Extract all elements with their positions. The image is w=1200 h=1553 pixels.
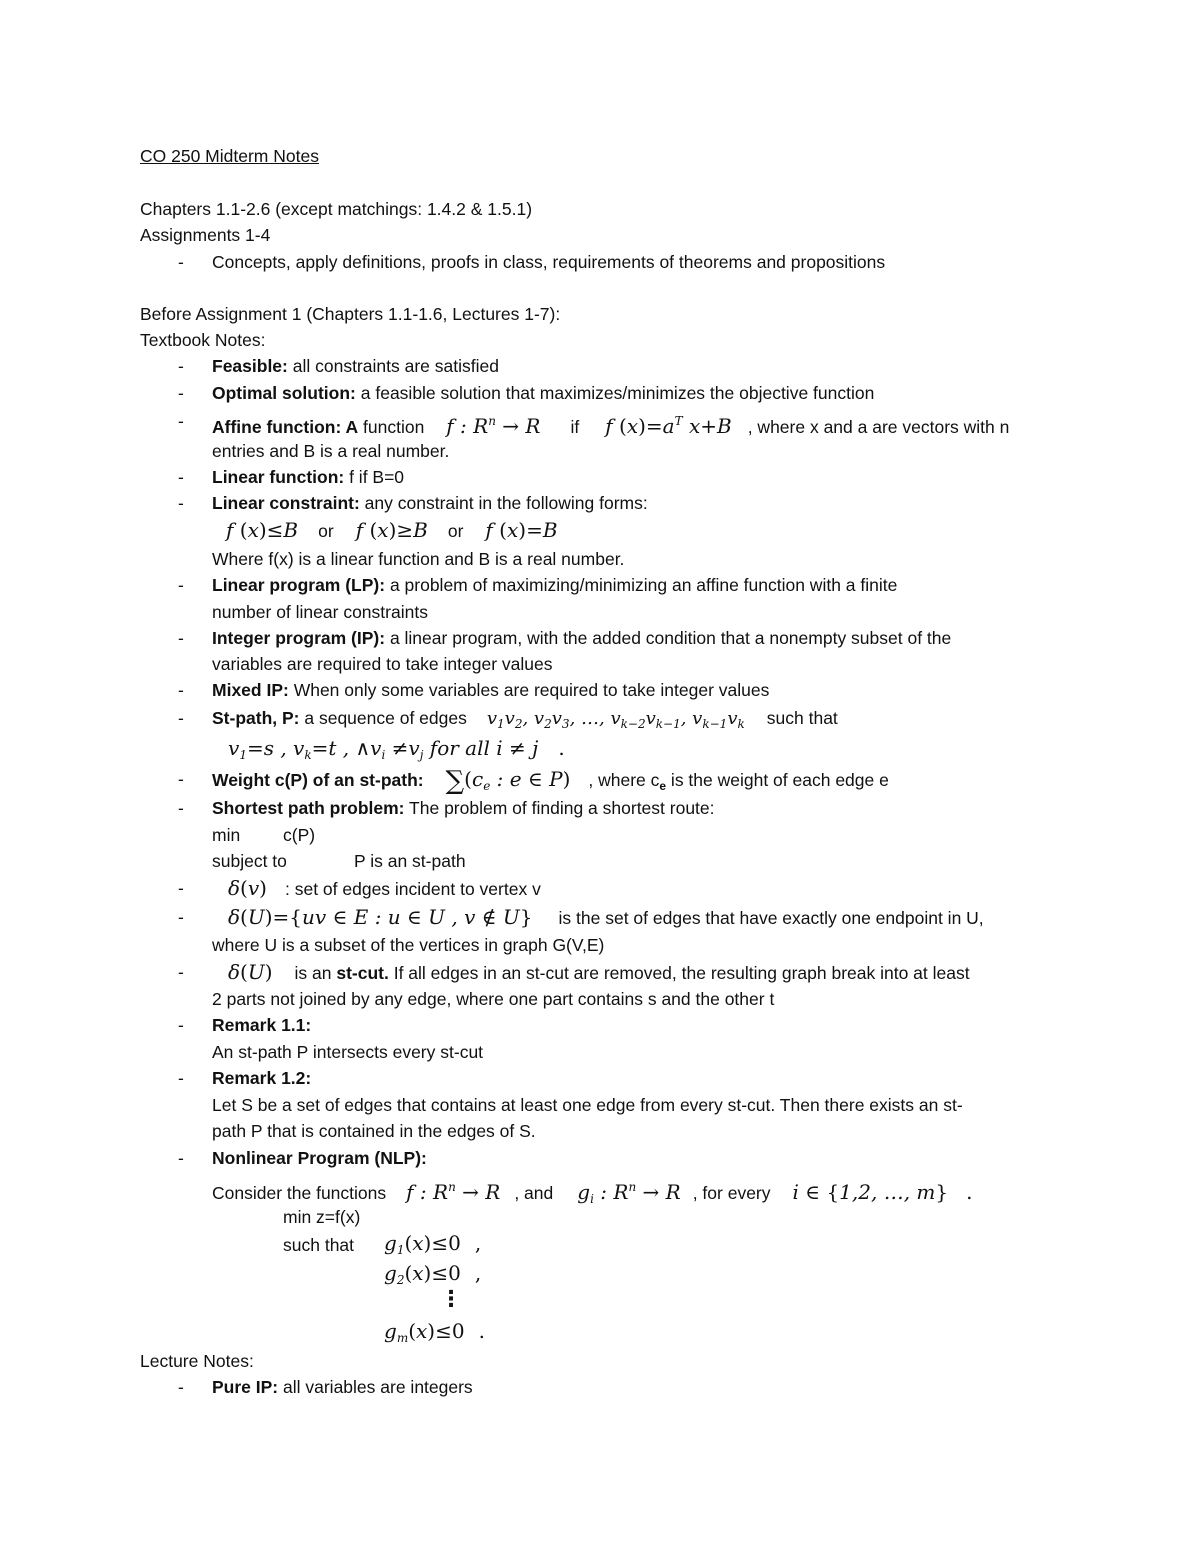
remark-1-2-text: Let S be a set of edges that contains at least one edge from every st-cut. Then there exists an st- xyxy=(212,1095,963,1115)
definition: f if B=0 xyxy=(344,467,405,487)
bullet-dash: - xyxy=(178,383,184,403)
section-heading: Before Assignment 1 (Chapters 1.1-1.6, Lectures 1-7): xyxy=(140,304,561,324)
chapters-line: Chapters 1.1-2.6 (except matchings: 1.4.2 & 1.5.1) xyxy=(140,199,533,219)
bullet-dash: - xyxy=(178,1015,184,1035)
definition: a sequence of edges xyxy=(299,708,467,728)
math-g-map: $g_i$ : $R^n \to R$ xyxy=(577,1180,681,1206)
lecture-notes-heading: Lecture Notes: xyxy=(140,1351,254,1371)
remark-1-1-title xyxy=(212,1014,311,1036)
definition: : set of edges incident to vertex v xyxy=(284,879,541,899)
nlp-min: min z=f(x) xyxy=(283,1207,361,1227)
math-leq: f (x)≤B xyxy=(226,518,299,542)
linear-function-item xyxy=(212,466,404,488)
term: Affine function: A xyxy=(212,417,359,437)
definition: all constraints are satisfied xyxy=(287,356,499,376)
weight-item xyxy=(212,768,889,797)
ip-item-cont: variables are required to take integer values xyxy=(212,654,553,674)
textbook-notes-heading: Textbook Notes: xyxy=(140,330,266,350)
and-text: , and xyxy=(514,1183,554,1203)
bullet-dash: - xyxy=(178,493,184,513)
nlp-such-that: such that xyxy=(283,1235,355,1255)
or-word: or xyxy=(447,521,464,541)
term: Optimal solution: xyxy=(212,383,356,403)
term: Feasible: xyxy=(212,356,288,376)
nlp-functions: Consider the functions f : $R^n \to R$ , and $g_i$ : $R^n \to R$ , for every i ∈ {1,2, …, m} . xyxy=(212,1180,973,1206)
st-path-item xyxy=(212,707,838,735)
bullet-dash: - xyxy=(178,467,184,487)
shortest-path-item xyxy=(212,797,715,819)
shortest-min: min xyxy=(212,825,241,845)
math-weight-sum: $\sum(c_e$ : e ∈ P) xyxy=(445,766,571,796)
affine-item xyxy=(212,410,1009,438)
term: st-cut. xyxy=(336,963,389,983)
feasible-item xyxy=(212,355,499,377)
bullet-dash: - xyxy=(178,962,184,982)
definition-cont: If all edges in an st-cut are removed, the resulting graph break into at least xyxy=(388,963,970,983)
bullet-dash: - xyxy=(178,356,184,376)
st-cut-item xyxy=(228,961,970,984)
definition: all variables are integers xyxy=(278,1377,473,1397)
term: Nonlinear Program (NLP): xyxy=(212,1148,427,1168)
term: Linear function: xyxy=(212,467,345,487)
term: St-path, P: xyxy=(212,708,300,728)
math-g2: $g_2(x)\le 0$ xyxy=(384,1261,461,1287)
pure-ip-item xyxy=(212,1376,473,1398)
definition: any constraint in the following forms: xyxy=(359,493,648,513)
consider-text: Consider the functions xyxy=(212,1183,387,1203)
ip-item xyxy=(212,627,951,649)
bullet-dash: - xyxy=(178,878,184,898)
delta-v-item xyxy=(228,877,541,900)
delta-u-item xyxy=(228,906,984,929)
bullet-dash: - xyxy=(178,628,184,648)
vdots: ⋮ xyxy=(440,1286,462,1311)
bullet-dash: - xyxy=(178,708,184,728)
definition: is an xyxy=(294,963,337,983)
math-affine-formula: f $(x)=a^T$ x+B xyxy=(605,414,732,438)
term: Shortest path problem: xyxy=(212,798,405,818)
nlp-constraint-2: $g_2(x)\le 0$ , xyxy=(384,1261,482,1287)
bullet-dash: - xyxy=(178,769,184,789)
for-every-text: , for every xyxy=(692,1183,771,1203)
bullet-dash: - xyxy=(178,575,184,595)
nlp-constraint-m: $g_m(x)\le 0$ . xyxy=(384,1319,485,1345)
math-edge-sequence: $v_1v_2$, $v_2v_3$, …, $v_{k-2}v_{k-1}$, $v_{k-1}v_k$ xyxy=(486,708,745,731)
bullet-dash: - xyxy=(178,1068,184,1088)
optimal-item xyxy=(212,382,874,404)
remark-1-2-cont: path P that is contained in the edges of S. xyxy=(212,1121,536,1141)
definition: is the set of edges that have exactly one endpoint in U, xyxy=(558,908,984,928)
term: Linear constraint: xyxy=(212,493,360,513)
term: Integer program (IP): xyxy=(212,628,386,648)
definition: When only some variables are required to take integer values xyxy=(288,680,770,700)
st-path-condition: $v_1=s$ , $v_k=t$ , $\wedge v_i \ne v_j$ for all i ≠ j . xyxy=(228,736,565,762)
mixed-ip-item xyxy=(212,679,769,701)
constraint-where: Where f(x) is a linear function and B is a real number. xyxy=(212,549,625,569)
definition: The problem of finding a shortest route: xyxy=(404,798,715,818)
affine-item-cont: entries and B is a real number. xyxy=(212,441,450,461)
term: Remark 1.2: xyxy=(212,1068,312,1088)
math-g1: $g_1(x)\le 0$ xyxy=(384,1231,461,1257)
definition-cont: is the weight of each edge e xyxy=(666,770,889,790)
math-geq: f (x)≥B xyxy=(355,518,428,542)
term: Remark 1.1: xyxy=(212,1015,312,1035)
assignments-line: Assignments 1-4 xyxy=(140,225,271,245)
math-index-set: i ∈ {1,2, …, m} xyxy=(792,1180,949,1204)
bullet-dash: - xyxy=(178,680,184,700)
math-f-map: f : $R^n \to R$ xyxy=(406,1180,501,1204)
bullet-dash: - xyxy=(178,907,184,927)
such-that-word: such that xyxy=(766,708,838,728)
math-eq: f (x)=B xyxy=(485,518,558,542)
subscript: e xyxy=(659,779,667,793)
page-title: CO 250 Midterm Notes xyxy=(140,146,319,166)
lp-item-cont: number of linear constraints xyxy=(212,602,428,622)
definition: a linear program, with the added condition that a nonempty subset of the xyxy=(385,628,952,648)
shortest-constraint: P is an st-path xyxy=(354,851,466,871)
bullet-dash: - xyxy=(178,411,184,431)
term: Pure IP: xyxy=(212,1377,279,1397)
remark-1-1-text: An st-path P intersects every st-cut xyxy=(212,1042,484,1062)
term: Linear program (LP): xyxy=(212,575,386,595)
bullet-dash: - xyxy=(178,1377,184,1397)
definition-cont: , where x and a are vectors with n xyxy=(747,417,1010,437)
bullet-dash: - xyxy=(178,1148,184,1168)
scope-bullet: Concepts, apply definitions, proofs in class, requirements of theorems and propositions xyxy=(212,252,886,272)
remark-1-2-title xyxy=(212,1067,311,1089)
definition: a problem of maximizing/minimizing an affine function with a finite xyxy=(385,575,898,595)
term: Weight c(P) of an st-path: xyxy=(212,770,424,790)
lp-item xyxy=(212,574,897,596)
st-cut-cont: 2 parts not joined by any edge, where one part contains s and the other t xyxy=(212,989,775,1009)
math-delta-u: δ(U)={uv ∈ E : u ∈ U , v ∉ U} xyxy=(228,905,533,929)
math-delta-v: δ(v) xyxy=(228,876,267,900)
definition: a feasible solution that maximizes/minimizes the objective function xyxy=(355,383,875,403)
nlp-title xyxy=(212,1147,427,1169)
bullet-dash: - xyxy=(178,798,184,818)
nlp-constraint-1: $g_1(x)\le 0$ , xyxy=(384,1231,482,1257)
bullet-dash: - xyxy=(178,252,184,272)
math-gm: $g_m(x)\le 0$ xyxy=(384,1319,465,1345)
shortest-subject: subject to xyxy=(212,851,287,871)
constraint-forms xyxy=(226,519,558,542)
if-word: if xyxy=(570,417,580,437)
delta-u-cont: where U is a subset of the vertices in graph G(V,E) xyxy=(212,935,605,955)
math-path-condition: $v_1=s$ , $v_k=t$ , $\wedge v_i \ne v_j$ for all i ≠ j xyxy=(228,736,539,762)
shortest-objective: c(P) xyxy=(283,825,316,845)
or-word: or xyxy=(318,521,334,541)
linear-constraint-item xyxy=(212,492,648,514)
math-delta-u-cut: δ(U) xyxy=(228,960,273,984)
math-affine-domain: f : $R^n \to R$ xyxy=(446,414,541,438)
definition: function xyxy=(358,417,425,437)
term: Mixed IP: xyxy=(212,680,289,700)
definition: , where c xyxy=(588,770,660,790)
